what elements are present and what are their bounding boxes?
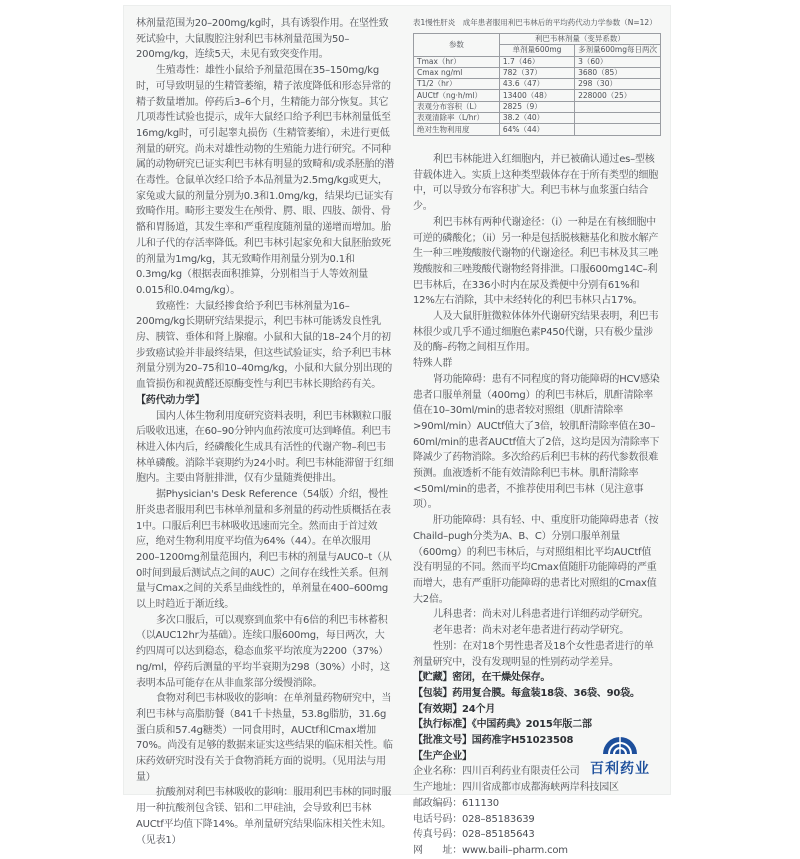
gender-paragraph: 性别：在对18个男性患者及18个女性患者进行的单剂量研究中，没有发现明显的性别药动学差异。 [413, 640, 654, 668]
table-cell: 表观分布容积（L） [414, 101, 500, 112]
table-cell: 3680（85） [575, 67, 661, 78]
table-cell: Tmax（hr） [414, 56, 500, 67]
storage-line: 【贮藏】密闭，在干燥处保存。 [413, 672, 551, 684]
table-cell: 13400（48） [499, 90, 574, 101]
table-cell: 64%（44） [499, 124, 574, 135]
geriatric-paragraph: 老年患者：尚未对老年患者进行药动学研究。 [433, 625, 629, 637]
microsome-paragraph: 人及大鼠肝脏微粒体体外代谢研究结果表明，利巴韦林很少或几乎不通过细胞色素P450代谢，只有极少量涉及的酶–药物之间相互作用。 [413, 311, 659, 354]
table-cell: T1/2（hr） [414, 79, 500, 90]
manufacturer-key: 网 址： [413, 844, 462, 856]
manufacturer-key: 企业名称： [413, 766, 462, 778]
table-row [414, 113, 661, 124]
pk-paragraph: 多次口服后，可以观察到血浆中有6倍的利巴韦林蓄积（以AUC12hr为基础）。连续口服600mg，每日两次，大约四周可以达到稳态，稳态血浆平均浓度为2200（37%）ng/ml，停药后测量的平均半衰期为298（30%）小时，这表明本品可能存在从非血浆部分缓慢消除。 [136, 614, 390, 689]
left-column [136, 16, 394, 848]
table-cell [575, 124, 661, 135]
pharmacokinetics-heading: 【药代动力学】 [136, 394, 205, 406]
table-cell: 782（37） [499, 67, 574, 78]
table-header-cell: 单剂量600mg [499, 45, 574, 56]
pediatric-paragraph: 儿科患者：尚未对儿科患者进行详细药动学研究。 [433, 609, 649, 621]
manufacturer-key: 传真号码： [413, 829, 462, 841]
table-cell: 绝对生物利用度 [414, 124, 500, 135]
table-cell: 1.7（46） [499, 56, 574, 67]
table-cell: 表观清除率（L/hr） [414, 113, 500, 124]
toxicity-paragraph: 林剂量范围为20–200mg/kg时，具有诱裂作用。在坚性致死试验中，大鼠腹腔注射利巴韦林剂量范围为50–200mg/kg，连续5天，未见有致突变作用。 [136, 18, 389, 61]
table-cell: Cmax ng/ml [414, 67, 500, 78]
company-logo [580, 728, 660, 784]
manufacturer-row [413, 827, 660, 843]
table-row [414, 67, 661, 78]
standard-line: 【执行标准】《中国药典》2015年版二部 [413, 719, 592, 731]
pk-paragraph: 据Physician's Desk Reference（54版）介绍，慢性肝炎患者服用利巴韦林单剂量和多剂量的药动性质概括在表1中。口服后利巴韦林吸收迅速而完全。然而由于首过效应，绝对生物利用度平均值为64%（44）。在单次服用200–1200mg剂量范围内，利巴韦林的剂量与AUC0–t（从0时间到最后测试点之间的AUC）之间存在线性关系。但剂量与Cmax之间的关系呈曲线性的，单剂量在400–600mg以上时趋近于渐近线。 [136, 489, 392, 611]
table-title: 表1慢性肝炎 成年患者服用利巴韦林后的平均药代动力学参数（N=12） [413, 18, 657, 27]
table-header-row [414, 34, 661, 45]
table-row [414, 101, 661, 112]
renal-impairment-paragraph: 肾功能障碍：患有不同程度的肾功能障碍的HCV感染患者口服单剂量（400mg）的利巴韦林后，肌酐清除率值在10–30ml/min的患者较对照组（肌酐清除率>90ml/min）AUCtf值大了3倍，较肌酐清除率值在30–60ml/min的患者AUCtf值大了2倍，这均是因为清除率下降减少了药物消除。多次给药后利巴韦林的药代参数很难预测。血液透析不能有效清除利巴韦林。肌酐清除率<50ml/min的患者，不推荐使用利巴韦林（见注意事项）。 [413, 373, 660, 511]
pk-paragraph: 抗酸剂对利巴韦林吸收的影响：服用利巴韦林的同时服用一种抗酸剂包含镁、铝和二甲硅油，会导致利巴韦林AUCtf平均值下降14%。单剂量研究结果临床相关性未知。（见表1） [136, 787, 392, 846]
metabolism-paragraph: 利巴韦林有两种代谢途径：（i）一种是在有核细胞中可逆的磷酸化；（ii）另一种是包括脱核糖基化和胺水解产生一种三唑羧酸胺代谢物的代谢途径。利巴韦林及其三唑羧酸胺和三唑羧酸代谢物经肾排泄。口服600mg14C–利巴韦林后，在336小时内在尿及粪便中分别有61%和12%左右消除，其中未经转化的利巴韦林只占17%。 [413, 216, 659, 307]
manufacturer-value: 四川省成都市成都海峡两岸科技园区 [462, 782, 619, 794]
pk-parameters-table [413, 33, 661, 136]
table-cell: 43.6（47） [499, 79, 574, 90]
manufacturer-row [413, 812, 660, 828]
table-header-cell: 利巴韦林剂量（变异系数） [499, 34, 660, 45]
manufacturer-key: 邮政编码： [413, 797, 462, 809]
table-cell: 2825（9） [499, 101, 574, 112]
table-row [414, 90, 661, 101]
approval-line: 【批准文号】国药准字H51023508 [413, 735, 574, 747]
table-cell: 3（60） [575, 56, 661, 67]
distribution-paragraph: 利巴韦林能进入红细胞内，并已被确认通过es–型核苷载体进入。实质上这种类型载体存在于所有类型的细胞中，可以导致分布容积扩大。利巴韦林与血浆蛋白结合少。 [413, 154, 658, 213]
manufacturer-row [413, 843, 660, 859]
package-line: 【包装】药用复合膜。每盒装18袋、36袋、90袋。 [413, 687, 640, 699]
table-header-cell: 多剂量600mg每日两次 [575, 45, 661, 56]
manufacturer-value: www.baili–pharm.com [462, 844, 568, 856]
special-populations-label: 特殊人群 [413, 358, 453, 370]
pk-paragraph: 食物对利巴韦林吸收的影响：在单剂量药物研究中，当利巴韦林与高脂肪餐（841千卡热量，53.8g脂肪，31.6g蛋白质和57.4g糖类）一同食用时，AUCtf和Cmax增加70%。尚没有足够的数据来证实这些结果的临床相关性。临床药效研究时没有关于食物消耗方面的说明。（见用法与用量） [136, 693, 393, 783]
logo-text: 百利药业 [590, 761, 650, 777]
table-cell [575, 101, 661, 112]
manufacturer-key: 电话号码： [413, 813, 462, 825]
table-row [414, 124, 661, 135]
manufacturer-row [413, 796, 660, 812]
manufacturer-value: 028–85185643 [462, 829, 535, 841]
table-cell [575, 113, 661, 124]
table-cell: AUCtf（ng·h/ml） [414, 90, 500, 101]
table-cell: 38.2（40） [499, 113, 574, 124]
manufacturer-heading: 【生产企业】 [413, 750, 472, 762]
validity-line: 【有效期】24个月 [413, 703, 496, 715]
manufacturer-value: 四川百利药业有限责任公司 [462, 766, 580, 778]
table-cell: 228000（25） [575, 90, 661, 101]
logo-emblem-icon [601, 728, 639, 754]
table-cell: 298（30） [575, 79, 661, 90]
pk-paragraph: 国内人体生物利用度研究资料表明，利巴韦林颗粒口服后吸收迅速，在60–90分钟内血药浓度可达到峰值。利巴韦林进入体内后，经磷酸化生成具有活性的代谢产物–利巴韦林单磷酸。消除半衰期约为24小时。利巴韦林能滞留于红细胞内。主要由肾脏排泄，仅有少量随粪便排出。 [136, 410, 394, 485]
manufacturer-value: 028–85183639 [462, 813, 535, 825]
hepatic-impairment-paragraph: 肝功能障碍：具有轻、中、重度肝功能障碍患者（按Chaild–pugh分类为A、B、C）分别口服单剂量（600mg）的利巴韦林后，与对照组相比平均AUCtf值没有明显的不同。然而平均Cmax值随肝功能障碍的严重而增大，患有严重肝功能障碍的患者比对照组的Cmax值大2倍。 [413, 515, 659, 605]
table-row [414, 79, 661, 90]
manufacturer-value: 611130 [462, 797, 499, 809]
carcinogenicity-paragraph: 致癌性：大鼠经掺食给予利巴韦林剂量为16–200mg/kg长期研究结果提示，利巴韦林可能诱发良性乳房、胰管、垂体和肾上腺瘤。小鼠和大鼠的18–24个月的初步致癌试验并非最终结果，但这些试验证实，给予利巴韦林剂量分别为20–75和10–40mg/kg，小鼠和大鼠分别出现的血管损伤和视黄醛还原酶变性与利巴韦林长期给药有关。 [136, 300, 393, 391]
table-header-cell: 参数 [414, 34, 500, 57]
manufacturer-key: 生产地址： [413, 782, 462, 794]
reproductive-toxicity-paragraph: 生殖毒性：雄性小鼠给予剂量范围在35–150mg/kg时，可导致明显的生精管萎缩，精子浓度降低和形态异常的精子数量增加。停药后3–6个月，生精能力部分恢复。其它几项毒性试验也提示，成年大鼠经口给予利巴韦林剂量低至16mg/kg时，可引起睾丸损伤（生精管萎缩），未进行更低剂量的研究。尚未对雄性动物的生殖能力进行研究。不同种属的动物研究已证实利巴韦林有明显的致畸和/或杀胚胎的潜在毒性。仓鼠单次经口给予本品剂量为2.5mg/kg或更大，家兔或大鼠的剂量分别为0.3和1.0mg/kg，结果均已证实有致畸作用。畸形主要发生在颅骨、腭、眼、四肢、颌骨、骨骼和胃肠道，其发生率和严重程度随剂量的递增而增加。胎儿和子代的存活率降低。利巴韦林引起家免和大鼠胚胎致死的剂量为1mg/kg，其无致畸作用剂量分别为0.1和0.3mg/kg（根据表面积推算，分别相当于人等效剂量0.015和0.04mg/kg）。 [136, 65, 394, 296]
table-row [414, 56, 661, 67]
